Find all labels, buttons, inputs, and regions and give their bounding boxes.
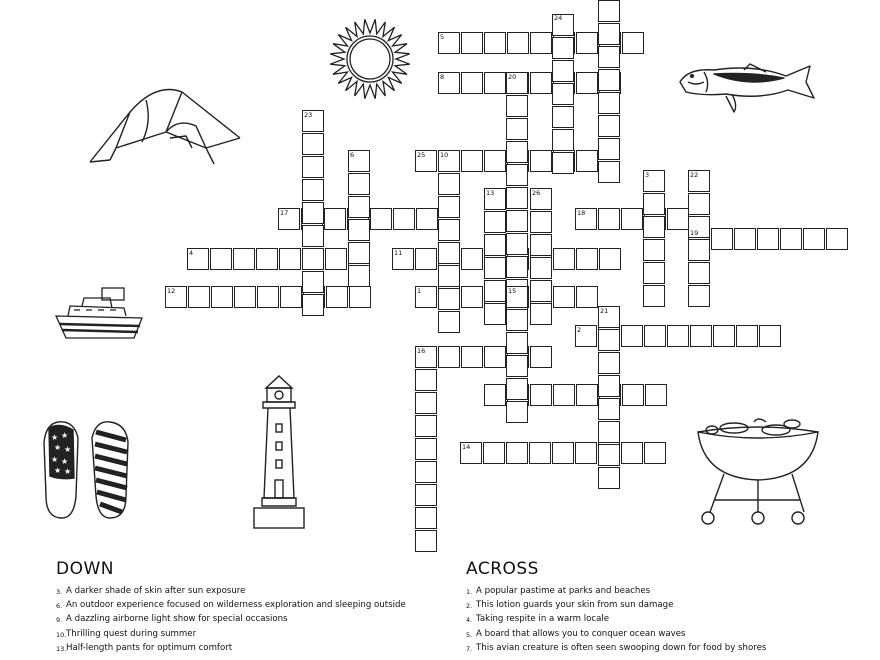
grid-cell[interactable] bbox=[415, 507, 437, 529]
grid-cell[interactable] bbox=[644, 442, 666, 464]
grid-cell[interactable] bbox=[643, 262, 665, 284]
grid-cell[interactable] bbox=[643, 285, 665, 307]
grid-cell[interactable] bbox=[552, 152, 574, 174]
svg-text:★: ★ bbox=[61, 457, 69, 466]
grid-cell[interactable] bbox=[302, 248, 324, 270]
grid-cell[interactable] bbox=[598, 329, 620, 351]
svg-text:★: ★ bbox=[54, 466, 62, 475]
grid-cell[interactable] bbox=[552, 60, 574, 82]
grid-cell[interactable] bbox=[667, 208, 689, 230]
grid-cell[interactable] bbox=[348, 196, 370, 218]
svg-text:★: ★ bbox=[51, 433, 59, 442]
grid-cell[interactable] bbox=[598, 352, 620, 374]
grid-cell[interactable] bbox=[598, 115, 620, 137]
grid-cell[interactable] bbox=[645, 384, 667, 406]
down-clue bbox=[56, 584, 406, 598]
grid-cell[interactable] bbox=[598, 467, 620, 489]
grid-cell[interactable] bbox=[483, 442, 505, 464]
grid-cell[interactable] bbox=[598, 161, 620, 183]
grid-cell[interactable] bbox=[211, 286, 233, 308]
grid-cell[interactable] bbox=[416, 208, 438, 230]
grid-cell[interactable] bbox=[530, 211, 552, 233]
ship-icon bbox=[54, 286, 146, 344]
grid-cell[interactable] bbox=[530, 32, 552, 54]
grid-cell[interactable] bbox=[484, 211, 506, 233]
grid-cell[interactable] bbox=[803, 228, 825, 250]
flip-flops-icon bbox=[40, 418, 134, 524]
grid-cell[interactable] bbox=[438, 196, 460, 218]
grid-cell[interactable] bbox=[370, 208, 392, 230]
grid-cell[interactable] bbox=[576, 72, 598, 94]
grid-cell[interactable] bbox=[688, 193, 710, 215]
grid-cell[interactable] bbox=[552, 106, 574, 128]
grid-cell[interactable] bbox=[438, 311, 460, 333]
grid-cell[interactable] bbox=[393, 208, 415, 230]
grid-cell[interactable] bbox=[461, 286, 483, 308]
cell-number: 11 bbox=[394, 249, 403, 257]
grid-cell[interactable] bbox=[575, 442, 597, 464]
grid-cell[interactable] bbox=[302, 179, 324, 201]
grid-cell[interactable] bbox=[576, 384, 598, 406]
grid-cell[interactable] bbox=[644, 325, 666, 347]
grid-cell[interactable] bbox=[576, 150, 598, 172]
grid-cell[interactable] bbox=[484, 257, 506, 279]
grid-cell[interactable] bbox=[325, 248, 347, 270]
clue-number: 3. bbox=[56, 588, 63, 596]
grid-cell[interactable] bbox=[348, 173, 370, 195]
grid-cell[interactable] bbox=[826, 228, 848, 250]
grid-cell[interactable] bbox=[667, 325, 689, 347]
clue-text: Taking respite in a warm locale bbox=[476, 614, 610, 625]
grid-cell[interactable] bbox=[461, 72, 483, 94]
grid-cell[interactable] bbox=[280, 286, 302, 308]
grid-cell[interactable] bbox=[461, 32, 483, 54]
clue-text: A dazzling airborne light show for special occasions bbox=[66, 614, 288, 625]
clue-text: This lotion guards your skin from sun damage bbox=[476, 600, 674, 611]
clue-text: A darker shade of skin after sun exposure bbox=[66, 586, 246, 596]
grid-cell[interactable] bbox=[530, 150, 552, 172]
grid-cell[interactable] bbox=[484, 280, 506, 302]
grid-cell[interactable] bbox=[643, 239, 665, 261]
grid-cell[interactable] bbox=[438, 219, 460, 241]
grid-cell[interactable] bbox=[713, 325, 735, 347]
grid-cell[interactable] bbox=[506, 233, 528, 255]
clue-number: 6. bbox=[56, 602, 63, 611]
grill-icon bbox=[694, 408, 822, 530]
cell-number: 3 bbox=[645, 171, 650, 179]
grid-cell[interactable] bbox=[233, 248, 255, 270]
cell-number: 10 bbox=[440, 151, 449, 159]
grid-cell[interactable] bbox=[759, 325, 781, 347]
grid-cell[interactable] bbox=[257, 286, 279, 308]
grid-cell[interactable] bbox=[302, 133, 324, 155]
cell-number: 20 bbox=[508, 73, 517, 81]
grid-cell[interactable] bbox=[530, 257, 552, 279]
grid-cell[interactable] bbox=[621, 325, 643, 347]
grid-cell[interactable] bbox=[736, 325, 758, 347]
grid-cell[interactable] bbox=[643, 216, 665, 238]
clue-text: Thrilling quest during summer bbox=[66, 628, 197, 639]
grid-cell[interactable] bbox=[326, 286, 348, 308]
grid-cell[interactable] bbox=[348, 242, 370, 264]
down-clue bbox=[56, 598, 406, 612]
down-heading: DOWN bbox=[56, 559, 114, 579]
grid-cell[interactable] bbox=[576, 286, 598, 308]
clue-number: 10. bbox=[56, 630, 67, 639]
grid-cell[interactable] bbox=[349, 286, 371, 308]
cell-number: 12 bbox=[167, 287, 176, 295]
cell-number: 18 bbox=[577, 209, 586, 217]
grid-cell[interactable] bbox=[690, 325, 712, 347]
svg-text:★: ★ bbox=[64, 445, 72, 454]
clue-number: 13. bbox=[56, 644, 67, 653]
grid-cell[interactable] bbox=[438, 346, 460, 368]
cell-number: 21 bbox=[600, 307, 609, 315]
grid-cell[interactable] bbox=[461, 248, 483, 270]
grid-cell[interactable] bbox=[530, 303, 552, 325]
cell-number: 4 bbox=[189, 249, 194, 257]
grid-cell[interactable] bbox=[552, 37, 574, 59]
grid-cell[interactable] bbox=[553, 248, 575, 270]
grid-cell[interactable] bbox=[279, 248, 301, 270]
grid-cell[interactable] bbox=[598, 398, 620, 420]
grid-cell[interactable] bbox=[598, 421, 620, 443]
grid-cell[interactable] bbox=[484, 234, 506, 256]
grid-cell[interactable] bbox=[506, 256, 528, 278]
svg-text:★: ★ bbox=[51, 455, 59, 464]
across-clue bbox=[466, 598, 766, 612]
grid-cell[interactable] bbox=[438, 242, 460, 264]
grid-cell[interactable] bbox=[506, 401, 528, 423]
grid-cell[interactable] bbox=[506, 378, 528, 400]
grid-cell[interactable] bbox=[461, 150, 483, 172]
down-clue bbox=[56, 612, 406, 626]
cell-number: 1 bbox=[417, 287, 422, 295]
across-clue-list bbox=[466, 584, 766, 655]
grid-cell[interactable] bbox=[302, 202, 324, 224]
clue-number: 4. bbox=[466, 616, 473, 625]
across-heading: ACROSS bbox=[466, 559, 539, 579]
grid-cell[interactable] bbox=[415, 484, 437, 506]
grid-cell[interactable] bbox=[688, 239, 710, 261]
grid-cell[interactable] bbox=[621, 208, 643, 230]
grid-cell[interactable] bbox=[530, 280, 552, 302]
clue-text: An outdoor experience focused on wilderness exploration and sleeping outside bbox=[66, 600, 406, 611]
clue-number: 5. bbox=[466, 630, 473, 639]
clue-text: This avian creature is often seen swooping down for food by shores bbox=[476, 642, 767, 653]
grid-cell[interactable] bbox=[757, 228, 779, 250]
grid-cell[interactable] bbox=[484, 303, 506, 325]
clue-number: 9. bbox=[56, 616, 63, 625]
grid-cell[interactable] bbox=[552, 442, 574, 464]
grid-cell[interactable] bbox=[438, 265, 460, 287]
grid-cell[interactable] bbox=[415, 415, 437, 437]
grid-cell[interactable] bbox=[484, 72, 506, 94]
svg-text:★: ★ bbox=[64, 467, 72, 476]
grid-cell[interactable] bbox=[324, 208, 346, 230]
lighthouse-icon bbox=[252, 374, 306, 532]
grid-cell[interactable] bbox=[506, 355, 528, 377]
clue-text: A board that allows you to conquer ocean waves bbox=[476, 628, 686, 639]
grid-cell[interactable] bbox=[302, 294, 324, 316]
clue-number: 2. bbox=[466, 602, 473, 611]
down-clue-list bbox=[56, 584, 406, 655]
grid-cell[interactable] bbox=[780, 228, 802, 250]
tent-icon bbox=[86, 82, 246, 168]
grid-cell[interactable] bbox=[415, 248, 437, 270]
grid-cell[interactable] bbox=[302, 225, 324, 247]
grid-cell[interactable] bbox=[530, 384, 552, 406]
grid-cell[interactable] bbox=[598, 46, 620, 68]
grid-cell[interactable] bbox=[188, 286, 210, 308]
grid-cell[interactable] bbox=[302, 156, 324, 178]
clue-text: Half-length pants for optimum comfort bbox=[66, 642, 233, 653]
clue-number: 1. bbox=[466, 588, 473, 596]
grid-cell[interactable] bbox=[506, 118, 528, 140]
grid-cell[interactable] bbox=[643, 193, 665, 215]
grid-cell[interactable] bbox=[599, 248, 621, 270]
down-clue bbox=[56, 627, 406, 641]
cell-number: 13 bbox=[486, 189, 495, 197]
grid-cell[interactable] bbox=[438, 288, 460, 310]
grid-cell[interactable] bbox=[415, 369, 437, 391]
cell-number: 5 bbox=[440, 33, 445, 41]
grid-cell[interactable] bbox=[598, 444, 620, 466]
clue-number: 7. bbox=[466, 644, 473, 653]
grid-cell[interactable] bbox=[506, 210, 528, 232]
fish-icon bbox=[674, 60, 819, 120]
cell-number: 14 bbox=[462, 443, 471, 451]
grid-cell[interactable] bbox=[484, 32, 506, 54]
grid-cell[interactable] bbox=[415, 530, 437, 552]
grid-cell[interactable] bbox=[415, 461, 437, 483]
grid-cell[interactable] bbox=[415, 392, 437, 414]
cell-number: 15 bbox=[508, 287, 517, 295]
svg-text:★: ★ bbox=[54, 443, 62, 452]
across-clue bbox=[466, 612, 766, 626]
grid-cell[interactable] bbox=[506, 187, 528, 209]
grid-cell[interactable] bbox=[506, 164, 528, 186]
grid-cell[interactable] bbox=[553, 384, 575, 406]
grid-cell[interactable] bbox=[622, 384, 644, 406]
grid-cell[interactable] bbox=[552, 129, 574, 151]
cell-number: 22 bbox=[690, 171, 699, 179]
grid-cell[interactable] bbox=[622, 32, 644, 54]
across-clue bbox=[466, 641, 766, 655]
grid-cell[interactable] bbox=[598, 138, 620, 160]
grid-cell[interactable] bbox=[348, 219, 370, 241]
grid-cell[interactable] bbox=[530, 72, 552, 94]
grid-cell[interactable] bbox=[302, 271, 324, 293]
cell-number: 24 bbox=[554, 14, 563, 22]
cell-number: 17 bbox=[280, 209, 289, 217]
grid-cell[interactable] bbox=[621, 442, 643, 464]
svg-text:★: ★ bbox=[61, 431, 69, 440]
grid-cell[interactable] bbox=[506, 332, 528, 354]
grid-cell[interactable] bbox=[415, 438, 437, 460]
grid-cell[interactable] bbox=[210, 248, 232, 270]
grid-cell[interactable] bbox=[506, 141, 528, 163]
cell-number: 26 bbox=[532, 189, 541, 197]
cell-number: 25 bbox=[417, 151, 426, 159]
cell-number: 16 bbox=[417, 347, 426, 355]
cell-number: 19 bbox=[690, 229, 699, 237]
grid-cell[interactable] bbox=[688, 285, 710, 307]
grid-cell[interactable] bbox=[576, 248, 598, 270]
across-clue bbox=[466, 584, 766, 598]
grid-cell[interactable] bbox=[438, 173, 460, 195]
grid-cell[interactable] bbox=[553, 286, 575, 308]
clue-text: A popular pastime at parks and beaches bbox=[476, 586, 651, 596]
cell-number: 8 bbox=[440, 73, 445, 81]
grid-cell[interactable] bbox=[711, 228, 733, 250]
cell-number: 6 bbox=[350, 151, 355, 159]
grid-cell[interactable] bbox=[530, 346, 552, 368]
grid-cell[interactable] bbox=[598, 375, 620, 397]
grid-cell[interactable] bbox=[348, 265, 370, 287]
grid-cell[interactable] bbox=[598, 0, 620, 22]
grid-cell[interactable] bbox=[598, 208, 620, 230]
grid-cell[interactable] bbox=[506, 309, 528, 331]
grid-cell[interactable] bbox=[506, 95, 528, 117]
sun-icon bbox=[325, 14, 415, 104]
grid-cell[interactable] bbox=[529, 442, 551, 464]
grid-cell[interactable] bbox=[256, 248, 278, 270]
grid-cell[interactable] bbox=[484, 346, 506, 368]
grid-cell[interactable] bbox=[598, 69, 620, 91]
grid-cell[interactable] bbox=[598, 92, 620, 114]
grid-cell[interactable] bbox=[734, 228, 756, 250]
cell-number: 23 bbox=[304, 111, 313, 119]
grid-cell[interactable] bbox=[507, 32, 529, 54]
grid-cell[interactable] bbox=[598, 23, 620, 45]
grid-cell[interactable] bbox=[461, 346, 483, 368]
grid-cell[interactable] bbox=[234, 286, 256, 308]
down-clue bbox=[56, 641, 406, 655]
grid-cell[interactable] bbox=[506, 442, 528, 464]
across-clue bbox=[466, 627, 766, 641]
grid-cell[interactable] bbox=[552, 83, 574, 105]
grid-cell[interactable] bbox=[484, 384, 506, 406]
cell-number: 2 bbox=[577, 326, 582, 334]
grid-cell[interactable] bbox=[688, 262, 710, 284]
grid-cell[interactable] bbox=[484, 150, 506, 172]
grid-cell[interactable] bbox=[576, 32, 598, 54]
grid-cell[interactable] bbox=[530, 234, 552, 256]
